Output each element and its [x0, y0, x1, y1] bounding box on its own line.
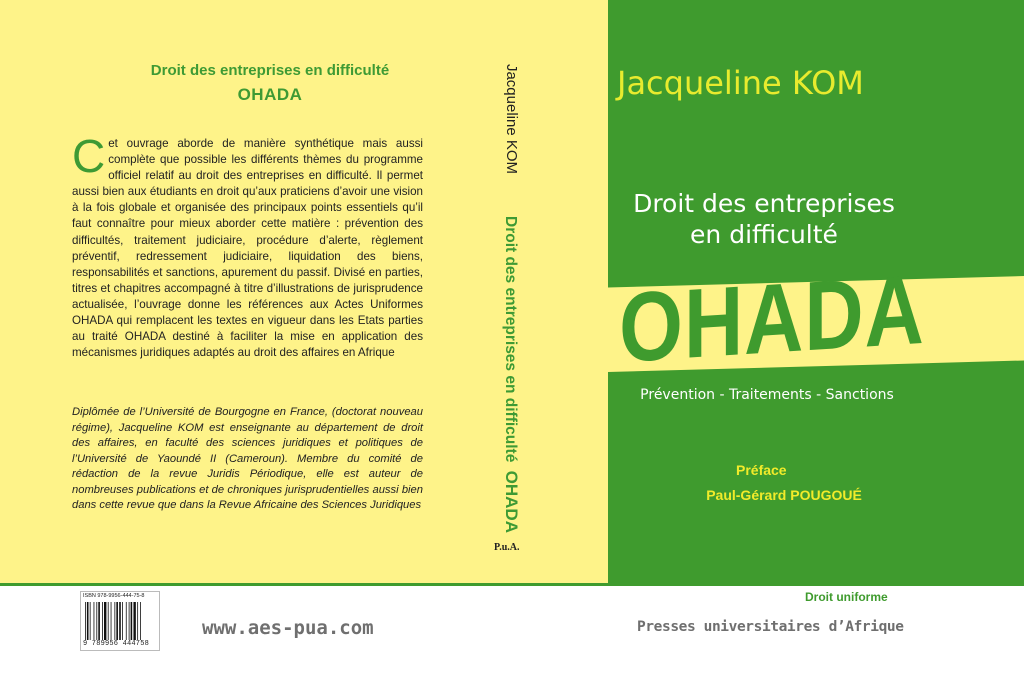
- barcode-bar: [108, 602, 109, 640]
- back-title-text: Droit des entreprises en difficulté: [150, 62, 390, 79]
- spine-publisher-logo: P.u.A.: [494, 542, 520, 553]
- preface-label: Préface: [736, 462, 787, 478]
- collection-name: Droit uniforme: [805, 590, 888, 604]
- barcode-bar: [85, 602, 86, 640]
- barcode-bar: [94, 602, 95, 640]
- barcode-bar: [129, 602, 130, 640]
- barcode-bar: [102, 602, 103, 640]
- back-cover-description: [72, 130, 423, 361]
- isbn-label: ISBN 978-9956-444-75-8: [83, 593, 145, 599]
- barcode-bar: [140, 602, 141, 640]
- author-biography: Diplômée de l’Université de Bourgogne en France, (doctorat nouveau régime), Jacqueline KOM est enseignante au département de droit des affaires, en faculté des sciences juridiques et politiques de l’Université de Yaoundé II (Cameroun). Membre du comité de rédaction de la revue Juridis Périodique, elle est auteur de nombreuses publications et de chroniques jurisprudentielles aussi bien dans cette revue que dans la Revue Africaine des Sciences Juridiques: [72, 406, 423, 511]
- front-title-line1: Droit des entreprises: [633, 189, 895, 218]
- publisher-website: www.aes-pua.com: [202, 617, 374, 639]
- front-author: Jacqueline KOM: [617, 64, 864, 102]
- front-ohada-title: OHADA: [619, 255, 925, 384]
- isbn-barcode-box: [80, 591, 160, 651]
- publisher-name: Presses universitaires d’Afrique: [637, 619, 904, 635]
- barcode-bar: [126, 602, 127, 640]
- barcode-bar: [104, 602, 106, 640]
- spine-title-ohada: OHADA: [502, 470, 521, 533]
- front-subtitle: Prévention - Traitements - Sanctions: [640, 387, 894, 403]
- barcode-bar: [87, 602, 89, 640]
- barcode-bar: [131, 602, 133, 640]
- description-text: et ouvrage aborde de manière synthétique mais aussi complète que possible les différents thèmes du programme officiel relatif au droit des entreprises en difficulté. Il permet aussi bien aux étudiants en droit qu’aux praticiens d’avoir une vision à la fois globale et organisée des principaux points essentiels qu’il faut connaître pour mieux aborder cette matière : prévention des difficultés, traitement judiciaire, procédure d’alerte, règlement préventif, redressement judiciaire, liquidation des biens, responsabilités et sanctions, apurement du passif. Divisé en parties, titres et chapitres accompagné à titre d’illustrations de jurisprudence actualisée, l’ouvrage donne les références aux Actes Uniformes OHADA qui remplacent les textes en vigueur dans les Etats parties au traité OHADA destiné à faciliter la mise en application des mécanismes juridiques adaptés au droit des affaires en Afrique: [72, 137, 423, 360]
- barcode-bar: [133, 602, 135, 640]
- barcode-bar: [90, 602, 91, 640]
- spine-author: Jacqueline KOM: [503, 63, 520, 175]
- barcode-bar: [98, 602, 100, 640]
- spine-title: [499, 216, 521, 533]
- barcode-icon: [84, 602, 158, 640]
- barcode-bar: [114, 602, 115, 640]
- barcode-bar: [111, 602, 112, 640]
- back-cover-title: [60, 60, 480, 106]
- drop-cap: C: [72, 130, 106, 182]
- preface-author: Paul-Gérard POUGOUÉ: [706, 487, 862, 503]
- barcode-bar: [122, 602, 123, 640]
- front-title: [608, 188, 920, 250]
- barcode-bar: [116, 602, 118, 640]
- barcode-bar: [96, 602, 97, 640]
- spine-title-text: Droit des entreprises en difficulté: [502, 216, 519, 463]
- back-title-ohada: OHADA: [237, 85, 303, 104]
- barcode-bar: [119, 602, 121, 640]
- front-title-line2: en difficulté: [690, 220, 838, 249]
- isbn-digits: 9 789956 444758: [83, 640, 150, 648]
- barcode-bar: [137, 602, 138, 640]
